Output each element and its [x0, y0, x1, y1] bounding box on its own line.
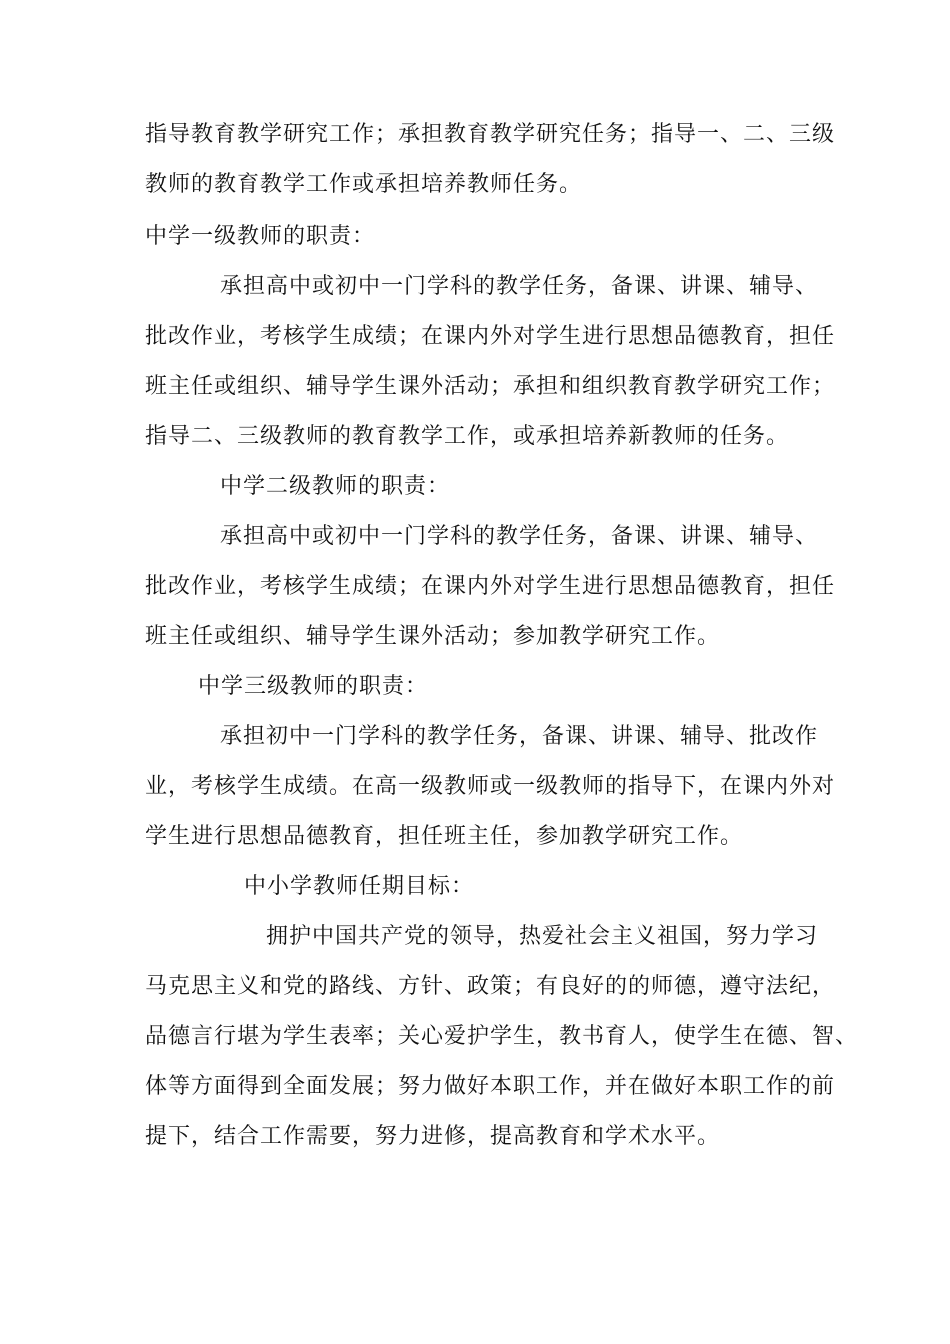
- text-line: 班主任或组织、辅导学生课外活动；参加教学研究工作。: [145, 624, 721, 649]
- section-heading: 中学一级教师的职责：: [145, 224, 376, 249]
- text-line: 马克思主义和党的路线、方针、政策；有良好的的师德，遵守法纪，: [145, 974, 836, 999]
- text-line: 提下，结合工作需要，努力进修，提高教育和学术水平。: [145, 1124, 721, 1149]
- text-line: 学生进行思想品德教育，担任班主任，参加教学研究工作。: [145, 824, 744, 849]
- text-line: 批改作业，考核学生成绩；在课内外对学生进行思想品德教育，担任: [145, 574, 836, 599]
- text-line: 业，考核学生成绩。在高一级教师或一级教师的指导下，在课内外对: [145, 774, 836, 799]
- text-line: 指导教育教学研究工作；承担教育教学研究任务；指导一、二、三级: [145, 122, 836, 147]
- text-line: 承担高中或初中一门学科的教学任务，备课、讲课、辅导、: [220, 274, 819, 299]
- section-heading: 中学三级教师的职责：: [198, 674, 429, 699]
- text-line: 指导二、三级教师的教育教学工作，或承担培养新教师的任务。: [145, 424, 790, 449]
- text-line: 承担高中或初中一门学科的教学任务，备课、讲课、辅导、: [220, 524, 819, 549]
- text-line: 批改作业，考核学生成绩；在课内外对学生进行思想品德教育，担任: [145, 324, 836, 349]
- text-line: 体等方面得到全面发展；努力做好本职工作，并在做好本职工作的前: [145, 1074, 836, 1099]
- text-line: 品德言行堪为学生表率；关心爱护学生，教书育人，使学生在德、智、: [145, 1024, 859, 1049]
- section-heading: 中学二级教师的职责：: [220, 474, 451, 499]
- text-line: 教师的教育教学工作或承担培养教师任务。: [145, 172, 583, 197]
- text-line: 承担初中一门学科的教学任务，备课、讲课、辅导、批改作: [220, 724, 819, 749]
- text-line: 拥护中国共产党的领导，热爱社会主义祖国，努力学习: [266, 924, 819, 949]
- section-heading: 中小学教师任期目标：: [244, 874, 475, 899]
- text-line: 班主任或组织、辅导学生课外活动；承担和组织教育教学研究工作；: [145, 374, 836, 399]
